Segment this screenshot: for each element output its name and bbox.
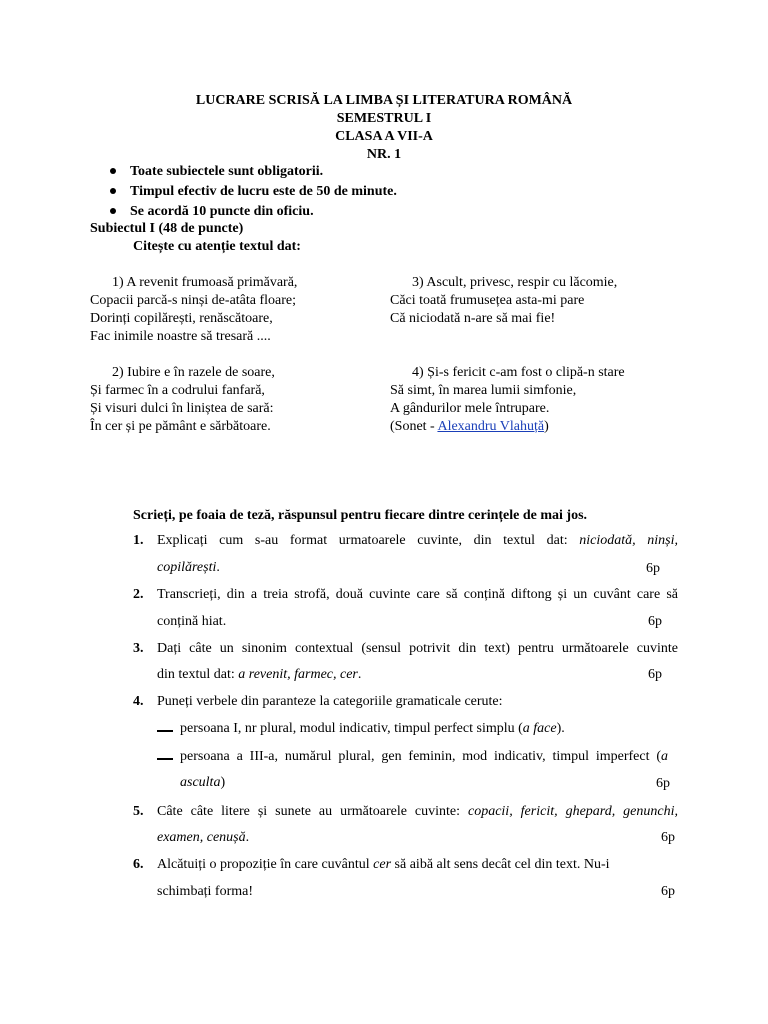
task-6-line-1: Alcătuiți o propoziție în care cuvântul cer să aibă alt sens decât cel din text. Nu-i	[157, 857, 610, 872]
task-1-points: 6p	[646, 561, 660, 576]
task-1-line-2: copilărești.	[157, 560, 220, 575]
task-3-line-1: Dați câte un sinonim contextual (sensul potrivit din text) pentru următoarele cuvinte	[157, 641, 678, 656]
task-2-line-1: Transcrieți, din a treia strofă, două cuvinte care să conțină diftong și un cuvânt care să	[157, 587, 678, 602]
poem-stanza-4: 4) Și-s fericit c-am fost o clipă-n stare Să simt, în marea lumii simfonie, A gândurilor mele întrupare. (Sonet - Alexandru Vlahuță)	[390, 365, 625, 434]
document-title: LUCRARE SCRISĂ LA LIMBA ȘI LITERATURA ROMÂNĂ	[195, 93, 573, 108]
task-5-line-2: examen, cenușă.	[157, 830, 250, 845]
task-4-subitem-2: persoana a III-a, numărul plural, gen feminin, mod indicativ, timpul imperfect (a	[180, 749, 668, 764]
task-5-points: 6p	[661, 830, 675, 845]
test-number: NR. 1	[366, 147, 402, 162]
dash-icon	[157, 758, 173, 760]
class-heading: CLASA A VII-A	[335, 129, 433, 144]
dash-icon	[157, 730, 173, 732]
bullet-icon	[110, 208, 116, 214]
task-3-points: 6p	[648, 667, 662, 682]
poem-stanza-1: 1) A revenit frumoasă primăvară, Copacii parcă-s ninși de-atâta floare; Dorinți copilărești, renăscătoare, Fac inimile noastre să tresară ....	[90, 275, 298, 344]
task-number: 4.	[133, 694, 144, 709]
task-number: 6.	[133, 857, 144, 872]
tasks-instruction: Scrieți, pe foaia de teză, răspunsul pentru fiecare dintre cerințele de mai jos.	[133, 508, 588, 523]
semester-heading: SEMESTRUL I	[336, 111, 432, 126]
task-4-subitem-2-cont: asculta)	[180, 775, 226, 790]
poem-stanza-2: 2) Iubire e în razele de soare, Și farmec în a codrului fanfară, Și visuri dulci în liniștea de sară: În cer și pe pământ e sărbătoare.	[90, 365, 275, 434]
task-number: 3.	[133, 641, 144, 656]
task-2-points: 6p	[648, 614, 662, 629]
author-link[interactable]: Alexandru Vlahuță	[437, 419, 545, 434]
task-number: 2.	[133, 587, 144, 602]
bullet-icon	[110, 168, 116, 174]
task-number: 5.	[133, 804, 144, 819]
task-number: 1.	[133, 533, 144, 548]
task-6-points: 6p	[661, 884, 675, 899]
task-5-line-1: Câte câte litere și sunete au următoarele cuvinte: copacii, fericit, ghepard, genunchi,	[157, 804, 678, 819]
subject-instruction: Citește cu atenție textul dat:	[133, 239, 301, 254]
rule-item: Toate subiectele sunt obligatorii.	[110, 164, 323, 180]
subject-title: Subiectul I (48 de puncte)	[90, 221, 244, 236]
rule-item: Se acordă 10 puncte din oficiu.	[110, 204, 314, 220]
poem-source: (Sonet - Alexandru Vlahuță)	[390, 419, 549, 434]
task-6-line-2: schimbați forma!	[157, 884, 254, 899]
bullet-icon	[110, 188, 116, 194]
task-2-line-2: conțină hiat.	[157, 614, 227, 629]
task-4-points: 6p	[656, 776, 670, 791]
task-4-subitem-1: persoana I, nr plural, modul indicativ, timpul perfect simplu (a face).	[180, 721, 565, 736]
task-3-line-2: din textul dat: a revenit, farmec, cer.	[157, 667, 362, 682]
task-4-line-1: Puneți verbele din paranteze la categoriile gramaticale cerute:	[157, 694, 503, 709]
task-1-line-1: Explicați cum s-au format urmatoarele cuvinte, din textul dat: niciodată, ninși,	[157, 533, 678, 548]
poem-stanza-3: 3) Ascult, privesc, respir cu lăcomie, Căci toată frumusețea asta-mi pare Că niciodată n-are să mai fie!	[390, 275, 618, 326]
rule-item: Timpul efectiv de lucru este de 50 de minute.	[110, 184, 397, 200]
